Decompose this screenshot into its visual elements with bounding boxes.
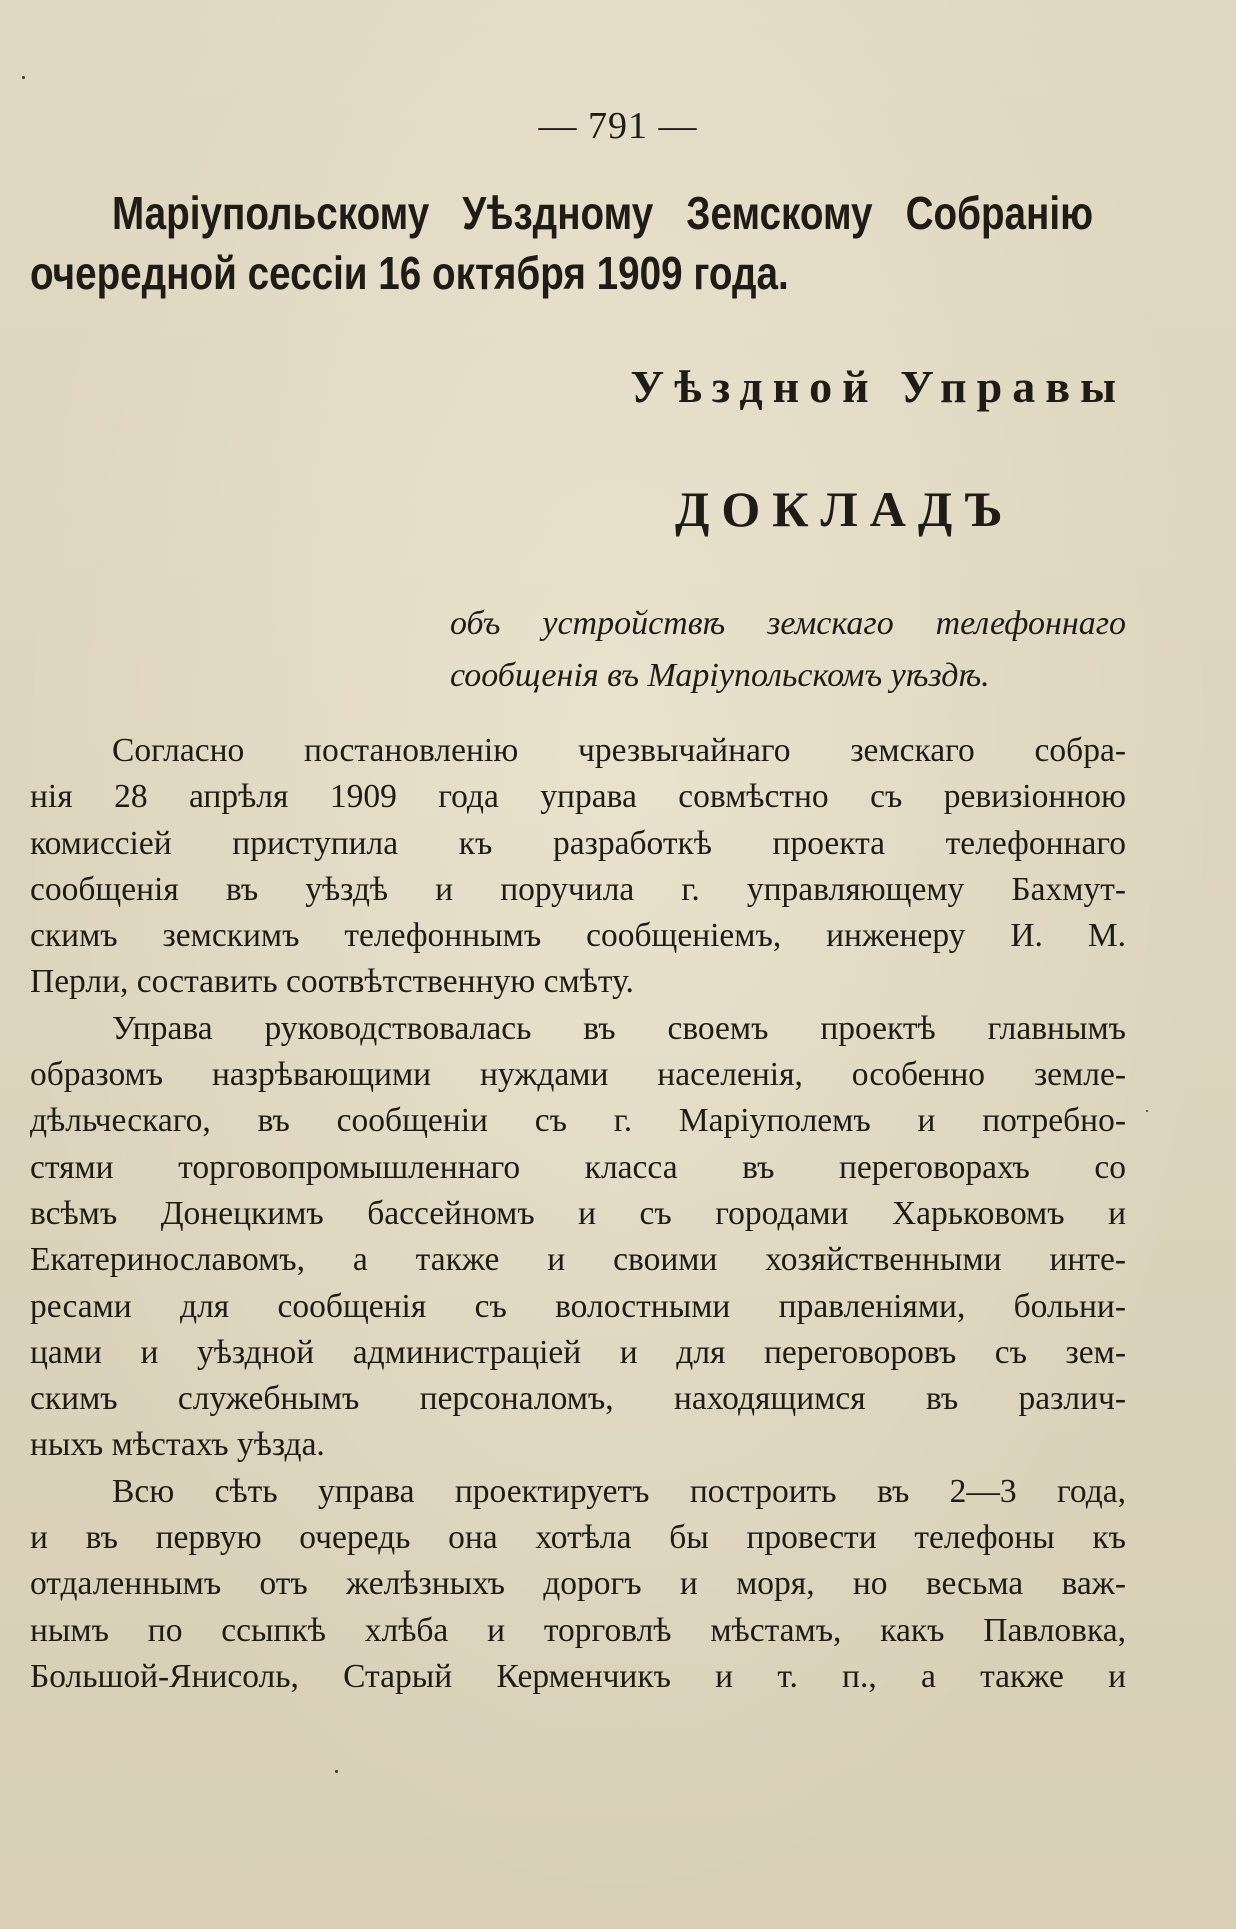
text-line: сообщенія въ уѣздѣ и поручила г. управляющему Бахмут-	[30, 870, 1126, 908]
body-text	[30, 728, 1126, 1700]
text-line: цами и уѣздной администраціей и для переговоровъ съ зем-	[30, 1333, 1126, 1371]
text-line: образомъ назрѣвающими нуждами населенія, особенно земле-	[30, 1056, 1126, 1094]
text-line: ныхъ мѣстахъ уѣзда.	[30, 1426, 325, 1464]
document-subject	[450, 598, 1126, 702]
text-line: скимъ служебнымъ персоналомъ, находящимся въ различ-	[30, 1380, 1126, 1418]
text-line: дѣльческаго, въ сообщеніи съ г. Маріуполемъ и потребно-	[30, 1102, 1126, 1140]
heading-line-1: Маріупольскому Уѣздному Земскому Собранію	[112, 187, 1094, 239]
text-line: Екатеринославомъ, а также и своими хозяйственными инте-	[30, 1241, 1126, 1279]
text-line: Всю сѣть управа проектируетъ построить въ 2—3 года,	[112, 1472, 1126, 1510]
page-number: — 791 —	[538, 105, 698, 147]
text-line: всѣмъ Донецкимъ бассейномъ и съ городами Харьковомъ и	[30, 1194, 1126, 1232]
paper-speck	[22, 76, 25, 79]
text-line: стями торговопромышленнаго класса въ переговорахъ со	[30, 1148, 1126, 1186]
text-line: нымъ по ссыпкѣ хлѣба и торговлѣ мѣстамъ, какъ Павловка,	[30, 1611, 1126, 1649]
heading-line-2: очередной сессіи 16 октября 1909 года.	[30, 247, 789, 299]
document-title: ДОКЛАДЪ	[675, 481, 1015, 537]
subject-line-2: сообщенія въ Маріупольскомъ уѣздѣ.	[450, 657, 990, 694]
text-line: Перли, составить соотвѣтственную смѣту.	[30, 963, 634, 1001]
text-line: ресами для сообщенія съ волостными правленіями, больни-	[30, 1287, 1126, 1325]
text-line: нія 28 апрѣля 1909 года управа совмѣстно съ ревизіонною	[30, 778, 1126, 816]
subheading: Уѣздной Управы	[630, 361, 1126, 412]
text-line: Большой-Янисоль, Старый Керменчикъ и т. п., а также и	[30, 1657, 1126, 1695]
subject-line-1: объ устройствѣ земскаго телефоннаго	[450, 605, 1126, 642]
text-line: и въ первую очередь она хотѣла бы провести телефоны къ	[30, 1519, 1126, 1557]
text-line: Согласно постановленію чрезвычайнаго земскаго собра-	[112, 732, 1126, 769]
text-line: скимъ земскимъ телефоннымъ сообщеніемъ, инженеру И. М.	[30, 917, 1126, 955]
paper-speck	[1146, 1110, 1148, 1112]
text-line: Управа руководствовалась въ своемъ проектѣ главнымъ	[112, 1009, 1126, 1047]
text-line: отдаленнымъ отъ желѣзныхъ дорогъ и моря, но весьма важ-	[30, 1565, 1126, 1603]
paper-speck	[335, 1770, 338, 1773]
text-line: комиссіей приступила къ разработкѣ проекта телефоннаго	[30, 824, 1126, 862]
